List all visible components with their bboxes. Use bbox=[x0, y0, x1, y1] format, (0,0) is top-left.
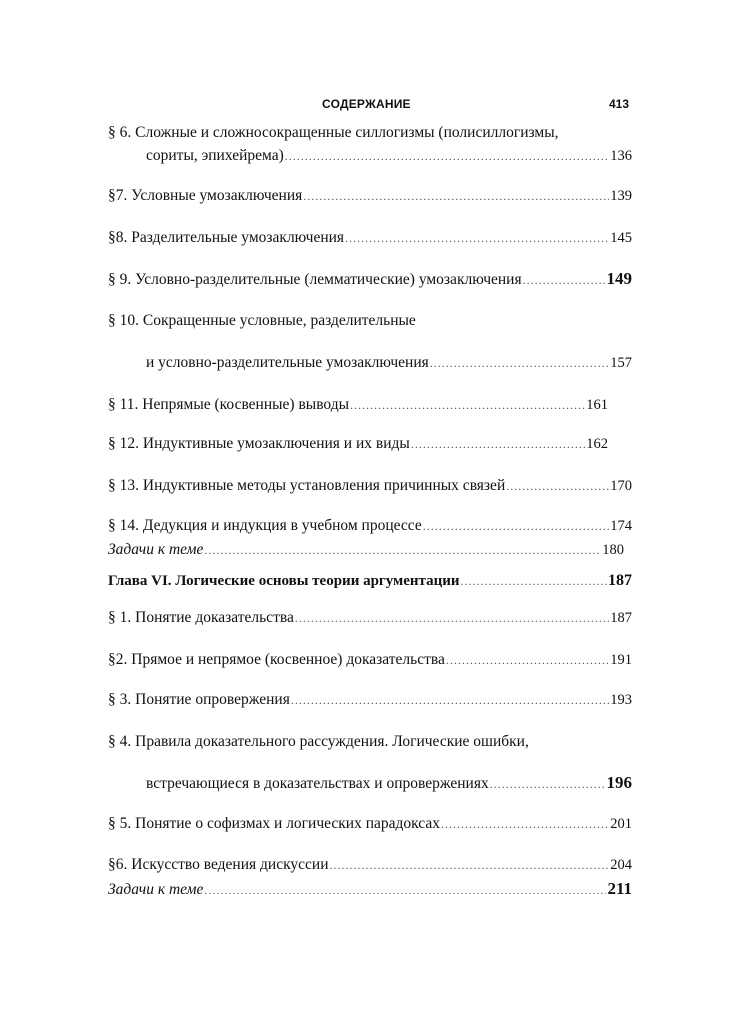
toc-entry-text: §7. Условные умозаключения bbox=[108, 187, 303, 204]
toc-page-ref: 193 bbox=[610, 692, 632, 708]
toc-entry-text: § 13. Индуктивные методы установления причинных связей bbox=[108, 477, 506, 494]
toc-entry bbox=[108, 228, 632, 248]
leader-dots bbox=[285, 146, 609, 166]
toc-page-ref: 201 bbox=[610, 816, 632, 832]
toc-entry-text: Глава VI. Логические основы теории аргументации bbox=[108, 573, 460, 589]
toc-page-ref: 157 bbox=[610, 355, 632, 371]
toc-entry bbox=[108, 146, 632, 166]
leader-dots bbox=[506, 476, 609, 496]
toc-page-ref: 145 bbox=[610, 230, 632, 246]
toc-page-ref: 174 bbox=[610, 518, 632, 534]
toc-entry bbox=[108, 814, 632, 834]
toc-entry bbox=[108, 186, 632, 206]
toc-entry-text: § 10. Сокращенные условные, разделительные bbox=[108, 312, 416, 329]
toc-entry bbox=[108, 395, 608, 415]
toc-page-ref: 211 bbox=[607, 879, 632, 898]
leader-dots bbox=[303, 186, 609, 206]
leader-dots bbox=[345, 228, 609, 248]
toc-entry-text: § 11. Непрямые (косвенные) выводы bbox=[108, 396, 350, 413]
leader-dots bbox=[523, 270, 606, 290]
toc-page-ref: 191 bbox=[610, 652, 632, 668]
toc-entry bbox=[108, 855, 632, 875]
toc-entry-text: § 12. Индуктивные умозаключения и их виды bbox=[108, 435, 410, 452]
leader-dots bbox=[461, 571, 607, 591]
toc-entry bbox=[108, 732, 632, 752]
toc-entry-text: § 6. Сложные и сложносокращенные силлогизмы (полисиллогизмы, bbox=[108, 124, 559, 141]
leader-dots bbox=[350, 395, 585, 415]
leader-dots bbox=[330, 855, 610, 875]
toc-page-ref: 149 bbox=[606, 269, 632, 288]
toc-entry bbox=[108, 650, 632, 670]
leader-dots bbox=[411, 434, 585, 454]
leader-dots bbox=[204, 880, 606, 900]
toc-chapter-entry bbox=[108, 571, 632, 591]
toc-entry-text: встречающиеся в доказательствах и опровержениях bbox=[146, 775, 489, 792]
leader-dots bbox=[446, 650, 609, 670]
toc-page-ref: 136 bbox=[610, 148, 632, 164]
toc-entry bbox=[108, 690, 632, 710]
toc-entry bbox=[108, 879, 632, 900]
leader-dots bbox=[430, 353, 609, 373]
toc-entry bbox=[108, 311, 632, 331]
leader-dots bbox=[490, 774, 606, 794]
toc-page-ref: 187 bbox=[608, 572, 632, 589]
toc-page-ref: 162 bbox=[586, 436, 608, 452]
toc-entry-text: §6. Искусство ведения дискуссии bbox=[108, 856, 329, 873]
toc-entry bbox=[108, 773, 632, 794]
leader-dots bbox=[423, 516, 610, 536]
toc-page-ref: 204 bbox=[610, 857, 632, 873]
toc-page-ref: 196 bbox=[606, 773, 632, 792]
leader-dots bbox=[204, 540, 601, 560]
toc-entry-text: §8. Разделительные умозаключения bbox=[108, 229, 345, 246]
leader-dots bbox=[441, 814, 609, 834]
toc-entry-text: § 3. Понятие опровержения bbox=[108, 691, 290, 708]
toc-entry-text: § 1. Понятие доказательства bbox=[108, 609, 294, 626]
toc-page-ref: 187 bbox=[610, 610, 632, 626]
toc-entry bbox=[108, 540, 624, 560]
toc-entry-text: Задачи к теме bbox=[108, 881, 204, 898]
page-number: 413 bbox=[608, 97, 629, 111]
toc-entry-text: § 14. Дедукция и индукция в учебном процессе bbox=[108, 517, 422, 534]
leader-dots bbox=[295, 608, 609, 628]
toc-entry-text: §2. Прямое и непрямое (косвенное) доказательства bbox=[108, 651, 445, 668]
leader-dots bbox=[291, 690, 609, 710]
running-head-title: СОДЕРЖАНИЕ bbox=[322, 97, 411, 111]
toc-entry-text: § 9. Условно-разделительные (лемматические) умозаключения bbox=[108, 271, 522, 288]
toc-entry bbox=[108, 123, 632, 143]
toc-entry-text: § 5. Понятие о софизмах и логических парадоксах bbox=[108, 815, 441, 832]
toc-entry bbox=[108, 269, 632, 290]
toc-entry bbox=[108, 516, 632, 536]
toc-entry-text: § 4. Правила доказательного рассуждения. Логические ошибки, bbox=[108, 733, 529, 750]
toc-page-ref: 180 bbox=[602, 542, 624, 558]
toc-entry bbox=[108, 434, 608, 454]
toc-entry bbox=[108, 476, 632, 496]
toc-page-ref: 139 bbox=[610, 188, 632, 204]
toc-entry-text: сориты, эпихейрема) bbox=[146, 147, 284, 164]
toc-page-ref: 161 bbox=[586, 397, 608, 413]
toc-entry-text: Задачи к теме bbox=[108, 541, 204, 558]
toc-entry bbox=[108, 353, 632, 373]
toc-entry-text: и условно-разделительные умозаключения bbox=[146, 354, 429, 371]
toc-page-ref: 170 bbox=[610, 478, 632, 494]
toc-entry bbox=[108, 608, 632, 628]
